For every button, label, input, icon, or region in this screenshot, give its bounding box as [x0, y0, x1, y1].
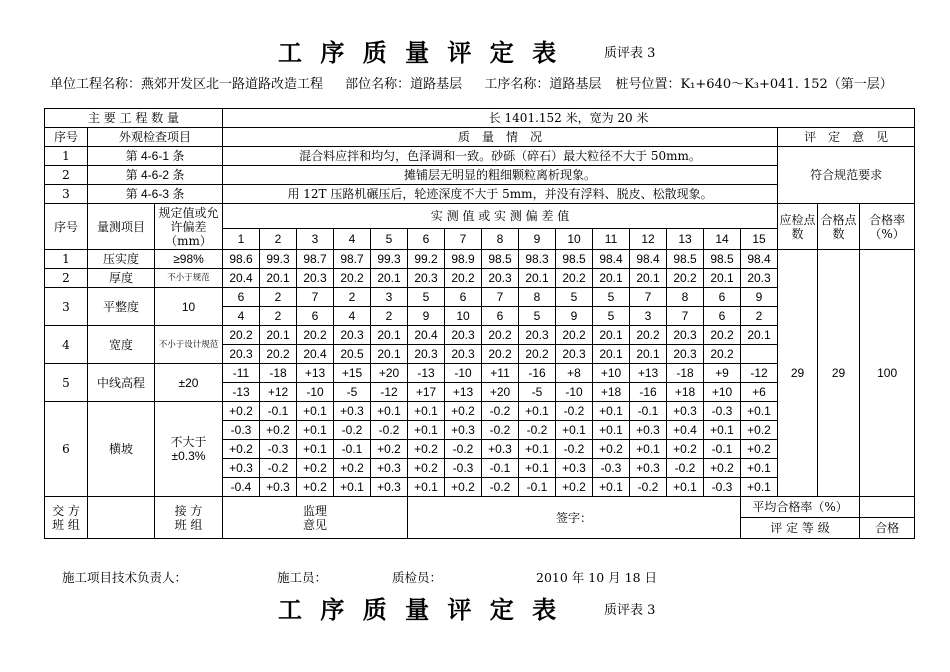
measured-value: 20.1 [371, 345, 408, 364]
appearance-desc: 摊铺层无明显的粗细颗粒离析现象。 [223, 166, 778, 185]
column-number: 13 [667, 229, 704, 250]
measured-value: +0.1 [593, 402, 630, 421]
measured-value: +0.2 [593, 440, 630, 459]
measured-value: +0.1 [741, 459, 778, 478]
measured-value: +18 [593, 383, 630, 402]
column-number: 12 [630, 229, 667, 250]
measured-value: +0.1 [667, 478, 704, 497]
measured-value: +0.1 [408, 478, 445, 497]
measured-value: 20.4 [297, 345, 334, 364]
measured-value: -0.2 [519, 421, 556, 440]
measured-value: 20.2 [260, 345, 297, 364]
measure-spec: 不大于±0.3% [155, 402, 223, 497]
measured-value: +0.1 [519, 459, 556, 478]
measured-value: 5 [519, 307, 556, 326]
measure-seq-header: 序号 [45, 204, 88, 250]
measured-value: 3 [630, 307, 667, 326]
measured-value: 20.2 [704, 326, 741, 345]
measured-value: 6 [223, 288, 260, 307]
measured-value: 20.1 [371, 269, 408, 288]
measured-value: +0.1 [630, 440, 667, 459]
measured-value: 20.3 [445, 345, 482, 364]
measured-value: +0.1 [297, 421, 334, 440]
measured-value: +10 [593, 364, 630, 383]
measured-value: -12 [741, 364, 778, 383]
main-qty-label: 主 要 工 程 数 量 [45, 109, 223, 128]
measured-value: -0.2 [334, 421, 371, 440]
measured-value: 7 [667, 307, 704, 326]
measured-value: +10 [704, 383, 741, 402]
tech-lead-label: 施工项目技术负责人： [62, 570, 188, 585]
measured-value: 7 [482, 288, 519, 307]
measured-value: 2 [334, 288, 371, 307]
measured-value: -0.2 [260, 459, 297, 478]
measure-spec: 10 [155, 288, 223, 326]
measured-value: -0.3 [704, 478, 741, 497]
measured-value: -0.3 [260, 440, 297, 459]
measure-no: 4 [45, 326, 88, 364]
worker-label: 施工员： [277, 570, 328, 585]
measured-value: 20.3 [667, 345, 704, 364]
form-code-repeat: 质评表 3 [604, 603, 656, 618]
appearance-no: 1 [45, 147, 88, 166]
measure-item-header: 量测项目 [88, 204, 155, 250]
measured-value: 5 [593, 288, 630, 307]
measured-value: +0.2 [371, 440, 408, 459]
measured-value: 98.9 [445, 250, 482, 269]
column-number: 10 [556, 229, 593, 250]
measure-item: 厚度 [88, 269, 155, 288]
measured-value: +13 [297, 364, 334, 383]
measured-value: 20.1 [630, 269, 667, 288]
measured-value: 20.3 [297, 269, 334, 288]
measured-value [741, 345, 778, 364]
measured-value: 2 [371, 307, 408, 326]
measured-value: +0.1 [593, 478, 630, 497]
measured-value: 20.5 [334, 345, 371, 364]
measured-value: 20.1 [593, 345, 630, 364]
measured-value: +0.3 [371, 459, 408, 478]
handover-team-value [88, 497, 155, 539]
measured-value: +9 [704, 364, 741, 383]
quality-header: 质 量 情 况 [223, 128, 778, 147]
measured-value: 98.6 [223, 250, 260, 269]
measured-value: +0.2 [260, 421, 297, 440]
measured-value: +0.2 [741, 440, 778, 459]
measured-value: 20.2 [482, 326, 519, 345]
measured-value: 7 [630, 288, 667, 307]
measured-value: 20.3 [408, 269, 445, 288]
measured-value: -13 [408, 364, 445, 383]
measured-value: 20.1 [371, 326, 408, 345]
grade-value: 合格 [860, 518, 915, 539]
opinion-value: 符合规范要求 [778, 147, 915, 204]
column-number: 11 [593, 229, 630, 250]
measured-value: -0.2 [445, 440, 482, 459]
column-number: 4 [334, 229, 371, 250]
measured-value: 20.3 [334, 326, 371, 345]
appearance-no: 3 [45, 185, 88, 204]
measured-value: -0.3 [445, 459, 482, 478]
measure-no: 2 [45, 269, 88, 288]
measured-value: -0.1 [704, 440, 741, 459]
measured-value: -11 [223, 364, 260, 383]
measured-value: 98.3 [519, 250, 556, 269]
measured-value: 20.3 [556, 345, 593, 364]
station-position: 桩号位置：K₁+640～K₃+041. 152（第一层） [615, 77, 893, 92]
measure-no: 3 [45, 288, 88, 326]
receiver-team-label: 接 方 班 组 [155, 497, 223, 539]
measured-value: 20.1 [741, 326, 778, 345]
measured-value: +0.1 [519, 440, 556, 459]
measured-value: 4 [334, 307, 371, 326]
measured-value: 20.3 [445, 326, 482, 345]
column-number: 2 [260, 229, 297, 250]
column-number: 6 [408, 229, 445, 250]
measured-value: 98.5 [556, 250, 593, 269]
signature-label: 签字： [408, 497, 741, 539]
measured-value: +15 [334, 364, 371, 383]
measured-value: 8 [667, 288, 704, 307]
project-meta [50, 73, 911, 92]
measured-value: -0.3 [593, 459, 630, 478]
measured-value: +0.4 [667, 421, 704, 440]
measured-value: 20.2 [445, 269, 482, 288]
measured-value: 6 [704, 307, 741, 326]
page-title: 工 序 质 量 评 定 表 [278, 38, 562, 67]
measured-value: 5 [556, 288, 593, 307]
date-label: 2010 年 10 月 18 日 [536, 570, 657, 585]
measured-value: +0.2 [704, 459, 741, 478]
measured-value: 98.5 [482, 250, 519, 269]
measured-value: +0.2 [556, 478, 593, 497]
measured-value: 5 [408, 288, 445, 307]
measured-value: +0.2 [445, 402, 482, 421]
measured-value: -16 [630, 383, 667, 402]
measure-spec: 不小于设计规范 [155, 326, 223, 364]
measured-value: +0.1 [371, 402, 408, 421]
measured-value: 20.2 [630, 326, 667, 345]
measure-item: 压实度 [88, 250, 155, 269]
measured-value: 20.1 [593, 269, 630, 288]
measured-value: +0.2 [297, 459, 334, 478]
measured-value: +12 [260, 383, 297, 402]
measured-value: 98.7 [297, 250, 334, 269]
measured-value: 10 [445, 307, 482, 326]
measured-value: +0.1 [519, 402, 556, 421]
measured-value: +0.3 [260, 478, 297, 497]
measured-value: -16 [519, 364, 556, 383]
measured-value: -0.3 [223, 421, 260, 440]
measured-value: 20.2 [334, 269, 371, 288]
measured-value: -18 [260, 364, 297, 383]
measured-value: +0.2 [297, 478, 334, 497]
column-number: 8 [482, 229, 519, 250]
measured-value: +0.2 [445, 478, 482, 497]
measured-value: 9 [556, 307, 593, 326]
appearance-no: 2 [45, 166, 88, 185]
measured-value: +0.3 [482, 440, 519, 459]
measured-value: -0.2 [556, 402, 593, 421]
measured-value: 98.5 [704, 250, 741, 269]
measured-value: +0.3 [445, 421, 482, 440]
measured-value: 20.2 [667, 269, 704, 288]
measured-value: 2 [741, 307, 778, 326]
measured-value: -10 [297, 383, 334, 402]
spec-header: 规定值或允许偏差（mm） [155, 204, 223, 250]
measured-value: -0.1 [630, 402, 667, 421]
measured-value: 20.2 [482, 345, 519, 364]
quality-table [44, 108, 915, 539]
measured-value: 20.1 [704, 269, 741, 288]
summary-qualified: 29 [818, 250, 860, 497]
measured-value: -0.1 [482, 459, 519, 478]
rate-header: 合格率（%） [860, 204, 915, 250]
measured-value: +0.1 [408, 402, 445, 421]
measure-spec: ≥98% [155, 250, 223, 269]
avg-rate-value [860, 497, 915, 518]
column-number: 15 [741, 229, 778, 250]
measure-spec: ±20 [155, 364, 223, 402]
measured-value: +13 [445, 383, 482, 402]
inspector-label: 质检员： [392, 570, 443, 585]
points-header: 应检点数 [778, 204, 818, 250]
column-number: 9 [519, 229, 556, 250]
measured-value: +0.1 [408, 421, 445, 440]
measured-value: +0.2 [223, 440, 260, 459]
measured-value: -12 [371, 383, 408, 402]
supervisor-opinion-label: 监理 意见 [223, 497, 408, 539]
measured-value: 7 [297, 288, 334, 307]
measured-value: -0.2 [630, 478, 667, 497]
column-number: 3 [297, 229, 334, 250]
form-code: 质评表 3 [604, 46, 656, 61]
measure-no: 6 [45, 402, 88, 497]
measured-value: -18 [667, 364, 704, 383]
measured-value: 20.2 [704, 345, 741, 364]
measured-value: -0.2 [667, 459, 704, 478]
measured-value: 20.1 [519, 269, 556, 288]
measured-value: 20.3 [667, 326, 704, 345]
part-name: 部位名称：道路基层 [345, 77, 463, 92]
measured-value: 98.4 [593, 250, 630, 269]
handover-team-label: 交 方 班 组 [45, 497, 88, 539]
measured-value: 20.3 [408, 345, 445, 364]
measured-value: 6 [297, 307, 334, 326]
measured-value: 20.2 [556, 269, 593, 288]
measured-value: 9 [408, 307, 445, 326]
measured-value: +0.1 [741, 402, 778, 421]
measured-value: 6 [704, 288, 741, 307]
page-title-repeat: 工 序 质 量 评 定 表 [278, 595, 562, 624]
measured-value: 20.3 [223, 345, 260, 364]
measured-value: 20.2 [556, 326, 593, 345]
measured-value: 20.3 [741, 269, 778, 288]
measured-value: +0.3 [334, 402, 371, 421]
process-name: 工序名称：道路基层 [484, 77, 602, 92]
measure-no: 5 [45, 364, 88, 402]
measured-value: +17 [408, 383, 445, 402]
appearance-desc: 用 12T 压路机碾压后，轮迹深度不大于 5mm，并没有浮料、脱皮、松散现象。 [223, 185, 778, 204]
measured-value: 99.2 [408, 250, 445, 269]
appearance-desc: 混合料应拌和均匀，色泽调和一致。砂砾（碎石）最大粒径不大于 50mm。 [223, 147, 778, 166]
measured-value: 2 [260, 288, 297, 307]
measure-item: 横坡 [88, 402, 155, 497]
measured-value: -13 [223, 383, 260, 402]
column-number: 5 [371, 229, 408, 250]
measured-value: 99.3 [371, 250, 408, 269]
measured-value: 98.7 [334, 250, 371, 269]
measured-value: +0.3 [630, 459, 667, 478]
measured-value: +0.2 [334, 459, 371, 478]
measured-value: +0.1 [334, 478, 371, 497]
measured-value: 6 [482, 307, 519, 326]
column-number: 1 [223, 229, 260, 250]
measured-value: -0.1 [519, 478, 556, 497]
measured-value: +13 [630, 364, 667, 383]
measured-value: +18 [667, 383, 704, 402]
avg-rate-label: 平均合格率（%） [741, 497, 860, 518]
measured-value: -0.3 [704, 402, 741, 421]
summary-rate: 100 [860, 250, 915, 497]
measured-value: -0.1 [260, 402, 297, 421]
measured-value: -0.1 [334, 440, 371, 459]
grade-label: 评 定 等 级 [741, 518, 860, 539]
measure-row [45, 250, 915, 269]
appearance-item: 第 4-6-1 条 [88, 147, 223, 166]
measured-value: 20.2 [297, 326, 334, 345]
measured-value: +0.1 [741, 478, 778, 497]
measured-value: 6 [445, 288, 482, 307]
measured-value: 20.1 [593, 326, 630, 345]
measured-value: +0.1 [593, 421, 630, 440]
values-header: 实 测 值 或 实 测 偏 差 值 [223, 204, 778, 229]
measured-value: -0.2 [556, 440, 593, 459]
measured-value: +0.2 [741, 421, 778, 440]
unit-project: 单位工程名称：燕郊开发区北一路道路改造工程 [50, 77, 324, 92]
measured-value: 20.1 [630, 345, 667, 364]
measured-value: 2 [260, 307, 297, 326]
measure-item: 平整度 [88, 288, 155, 326]
measure-no: 1 [45, 250, 88, 269]
measured-value: -0.2 [482, 421, 519, 440]
measured-value: 20.3 [482, 269, 519, 288]
measured-value: +0.3 [371, 478, 408, 497]
measured-value: +6 [741, 383, 778, 402]
measured-value: 20.4 [408, 326, 445, 345]
measure-item: 宽度 [88, 326, 155, 364]
measured-value: +20 [482, 383, 519, 402]
main-qty-value: 长 1401.152 米，宽为 20 米 [223, 109, 915, 128]
measured-value: -10 [445, 364, 482, 383]
measured-value: +11 [482, 364, 519, 383]
measured-value: +0.1 [297, 402, 334, 421]
measured-value: +0.2 [408, 440, 445, 459]
measured-value: 20.1 [260, 326, 297, 345]
measured-value: -0.2 [482, 478, 519, 497]
qualified-header: 合格点数 [818, 204, 860, 250]
measured-value: +0.2 [223, 402, 260, 421]
column-number: 14 [704, 229, 741, 250]
measured-value: 20.3 [519, 326, 556, 345]
measured-value: +20 [371, 364, 408, 383]
measured-value: 20.2 [519, 345, 556, 364]
column-number: 7 [445, 229, 482, 250]
appearance-header: 外观检查项目 [88, 128, 223, 147]
measured-value: +0.3 [223, 459, 260, 478]
measured-value: 20.2 [223, 326, 260, 345]
measured-value: +0.3 [556, 459, 593, 478]
measured-value: +0.1 [704, 421, 741, 440]
appearance-item: 第 4-6-3 条 [88, 185, 223, 204]
measured-value: +8 [556, 364, 593, 383]
measured-value: -0.4 [223, 478, 260, 497]
appearance-item: 第 4-6-2 条 [88, 166, 223, 185]
measured-value: 98.4 [630, 250, 667, 269]
measured-value: 98.4 [741, 250, 778, 269]
measured-value: -0.2 [371, 421, 408, 440]
measured-value: 8 [519, 288, 556, 307]
measured-value: 20.1 [260, 269, 297, 288]
measured-value: 5 [593, 307, 630, 326]
measured-value: +0.2 [667, 440, 704, 459]
measured-value: 3 [371, 288, 408, 307]
measured-value: -5 [519, 383, 556, 402]
measured-value: +0.3 [630, 421, 667, 440]
measure-item: 中线高程 [88, 364, 155, 402]
measured-value: 98.5 [667, 250, 704, 269]
opinion-header: 评 定 意 见 [778, 128, 915, 147]
measured-value: -10 [556, 383, 593, 402]
measured-value: 20.4 [223, 269, 260, 288]
seq-header: 序号 [45, 128, 88, 147]
measured-value: +0.1 [556, 421, 593, 440]
measured-value: -5 [334, 383, 371, 402]
measure-spec: 不小于规范 [155, 269, 223, 288]
measured-value: 4 [223, 307, 260, 326]
measured-value: +0.3 [667, 402, 704, 421]
measured-value: 9 [741, 288, 778, 307]
measured-value: +0.1 [297, 440, 334, 459]
measured-value: +0.2 [408, 459, 445, 478]
summary-points: 29 [778, 250, 818, 497]
measured-value: 99.3 [260, 250, 297, 269]
measured-value: -0.2 [482, 402, 519, 421]
